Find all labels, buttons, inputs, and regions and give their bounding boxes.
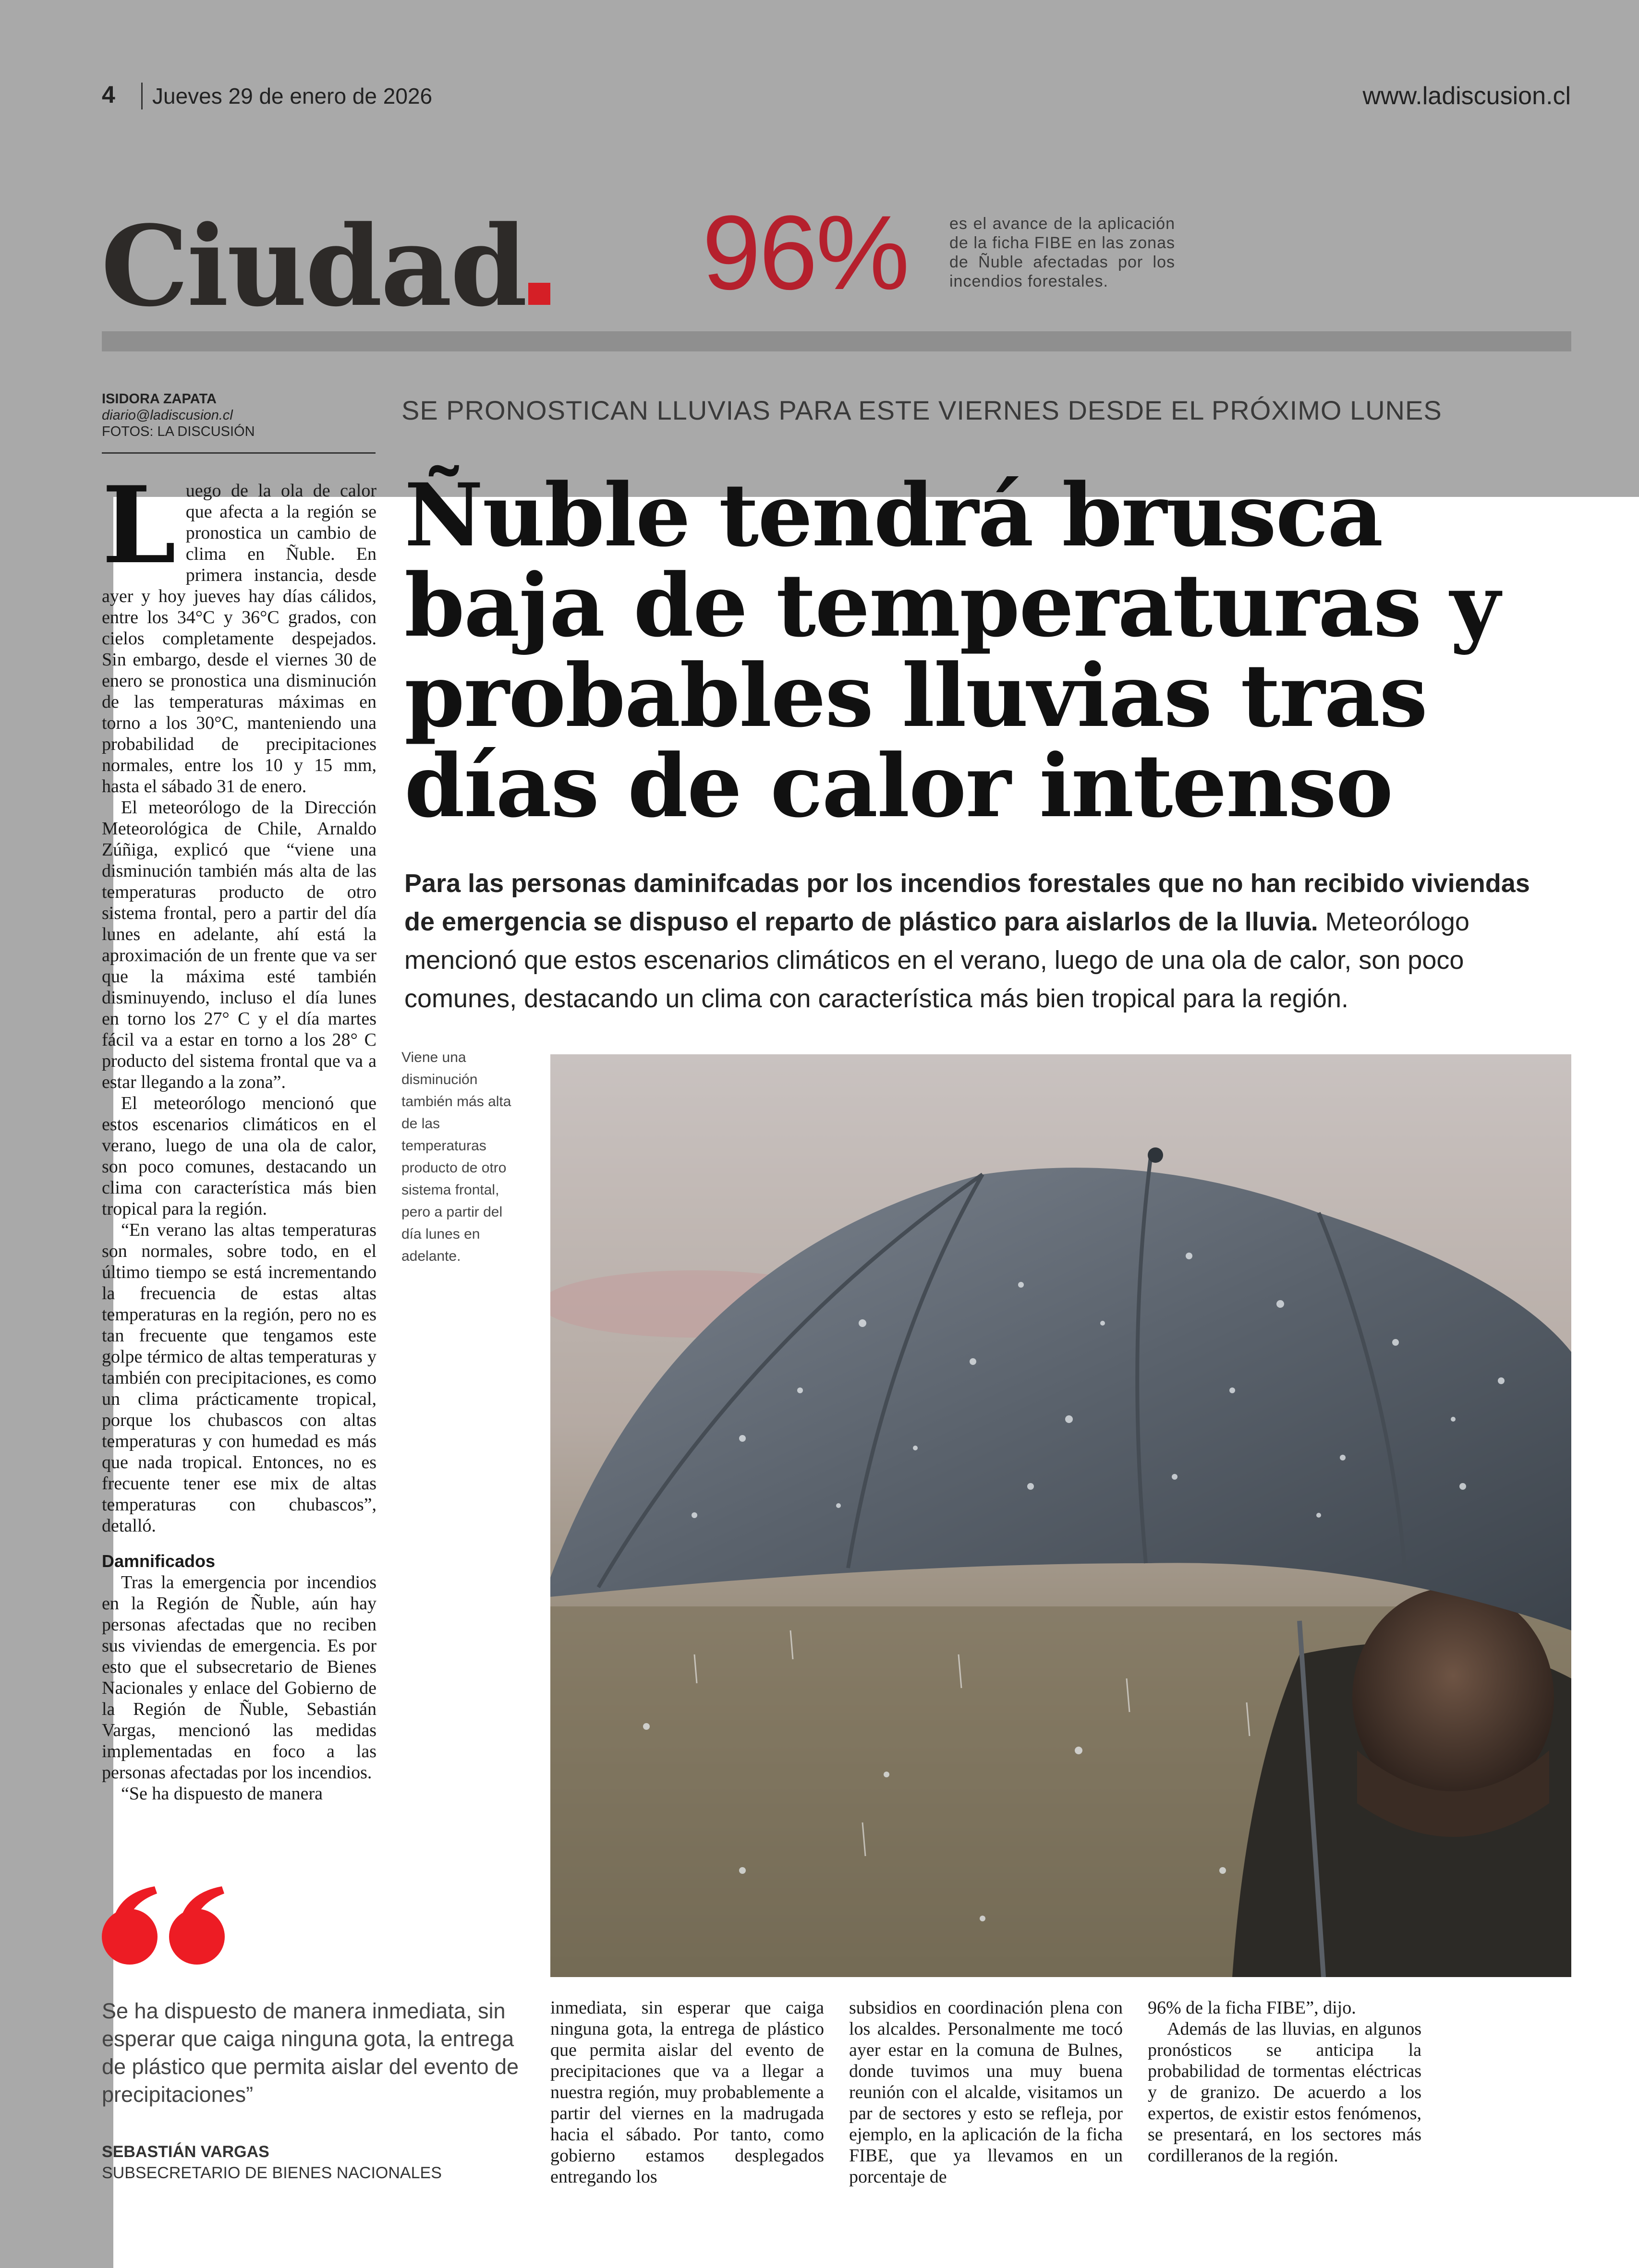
body-column-2 bbox=[550, 1997, 824, 2187]
publication-date: Jueves 29 de enero de 2026 bbox=[141, 83, 432, 109]
byline-email[interactable]: diario@ladiscusion.cl bbox=[102, 408, 233, 423]
body-paragraph: uego de la ola de calor que afecta a la región se pronostica un cambio de clima en Ñuble. En primera instancia, desde ayer y hoy jueves hay días cálidos, entre los 34°C y 36°C grados, con cielos completamente despejados. Sin embargo, desde el viernes 30 de enero se pronostica una disminución de las temperaturas máximas en torno a los 30°C, manteniendo una probabilidad de precipitaciones normales, entre los 10 y 15 mm, hasta el sábado 31 de enero. bbox=[102, 481, 376, 796]
stat-note: es el avance de la aplicación de la ficha FIBE en las zonas de Ñuble afectadas por los incendios forestales. bbox=[949, 215, 1175, 290]
byline bbox=[102, 391, 376, 440]
body-paragraph: inmediata, sin esperar que caiga ninguna gota, la entrega de plástico que permita aislar del evento de precipitaciones que va a llegar a nuestra región, muy probablemente a partir del viernes en la madrugada hacia el sábado. Por tanto, como gobierno estamos desplegados entregando los bbox=[550, 1998, 824, 2187]
subhead-damnificados: Damnificados bbox=[102, 1551, 216, 1571]
article-kicker: SE PRONOSTICAN LLUVIAS PARA ESTE VIERNES DESDE EL PRÓXIMO LUNES bbox=[401, 395, 1442, 425]
section-title bbox=[101, 202, 550, 331]
quote-marks-icon bbox=[102, 1884, 231, 1968]
body-paragraph: Tras la emergencia por incendios en la Región de Ñuble, aún hay personas afectadas que no reciben sus viviendas de emergencia. Es por esto que el subsecretario de Bienes Nacionales y enlace del Gobierno de la Región de Ñuble, Sebastián Vargas, mencionó las medidas implementadas en foco a las personas afectadas por los incendios. bbox=[102, 1572, 376, 1783]
body-paragraph: Además de las lluvias, en algunos pronósticos se anticipa la probabilidad de tormentas eléctricas y de granizo. De acuerdo a los expertos, de existir estos fenómenos, se presentará, en los sectores más cordilleranos de la región. bbox=[1148, 2019, 1421, 2166]
drop-cap: L bbox=[102, 463, 176, 587]
body-paragraph: 96% de la ficha FIBE”, dijo. bbox=[1148, 1998, 1356, 2018]
article-photo bbox=[550, 1054, 1571, 1977]
page-number: 4 bbox=[102, 81, 115, 108]
byline-author: ISIDORA ZAPATA bbox=[102, 391, 217, 407]
left-gray-margin bbox=[0, 497, 113, 2268]
quote-attribution bbox=[102, 2141, 534, 2184]
double-quote-icon bbox=[102, 1884, 231, 1966]
quote-author-role: SUBSECRETARIO DE BIENES NACIONALES bbox=[102, 2164, 442, 2182]
section-name: Ciudad bbox=[101, 202, 526, 331]
body-paragraph: “En verano las altas temperaturas son normales, sobre todo, en el último tiempo se está incrementando la frecuencia de estas altas temperaturas en la región, pero no es tan frecuente que tengamos este golpe térmico de altas temperaturas y también con precipitaciones, es como un clima prácticamente tropical, porque los chubascos con altas temperaturas y con humedad es más que nada tropical. Entonces, no es frecuente tener ese mix de altas temperaturas con chubascos”, detalló. bbox=[102, 1220, 376, 1536]
section-dot-icon bbox=[528, 283, 550, 305]
lead-bold: Para las personas daminifcadas por los incendios forestales que no han recibido viviendas de emergencia se dispuso el reparto de plástico para aislarlos de la lluvia. bbox=[404, 869, 1530, 936]
body-paragraph: El meteorólogo de la Dirección Meteorológica de Chile, Arnaldo Zúñiga, explicó que “viene una disminución también más alta de las temperaturas producto de otro sistema frontal, pero a partir del día lunes en adelante, ahí está la aproximación de un frente que va ser que la máxima esté también disminuyendo, incluso el día lunes en torno los 27° C y el día martes fácil va a estar en torno a los 28° C producto del sistema frontal que va a estar llegando a la zona”. bbox=[102, 797, 376, 1092]
body-column-1 bbox=[102, 463, 376, 1804]
website-link[interactable]: www.ladiscusion.cl bbox=[1362, 82, 1571, 110]
body-column-4 bbox=[1148, 1997, 1421, 2166]
byline-rule bbox=[102, 452, 376, 454]
stat-number: 96% bbox=[702, 193, 908, 312]
body-paragraph: “Se ha dispuesto de manera bbox=[121, 1784, 323, 1804]
article-lead bbox=[404, 864, 1557, 1018]
body-paragraph: subsidios en coordinación plena con los alcaldes. Personalmente me tocó ayer estar en la comuna de Bulnes, donde tuvimos una muy buena reunión con el alcalde, visitamos un par de sectores y esto se refleja, por ejemplo, en la aplicación de la ficha FIBE, que ya llevamos en un porcentaje de bbox=[849, 1998, 1123, 2187]
quote-author-name: SEBASTIÁN VARGAS bbox=[102, 2143, 269, 2161]
body-paragraph: El meteorólogo mencionó que estos escenarios climáticos en el verano, luego de una ola de calor, son poco comunes, destacando un clima con característica más bien tropical para la región. bbox=[102, 1093, 376, 1219]
byline-photos: FOTOS: LA DISCUSIÓN bbox=[102, 424, 255, 439]
article-headline: Ñuble tendrá brusca baja de temperaturas y probables lluvias tras días de calor intenso bbox=[404, 465, 1500, 837]
pull-quote: Se ha dispuesto de manera inmediata, sin esperar que caiga ninguna gota, la entrega de plástico que permita aislar del evento de precipitaciones” bbox=[102, 1999, 519, 2107]
umbrella-rain-image bbox=[550, 1054, 1571, 1977]
lead-rest: Meteorólogo mencionó que estos escenarios climáticos en el verano, luego de una ola de calor, son poco comunes, destacando un clima con característica más bien tropical para la región. bbox=[404, 907, 1469, 1013]
photo-caption: Viene una disminución también más alta de las temperaturas producto de otro sistema frontal, pero a partir del día lunes en adelante. bbox=[401, 1050, 511, 1264]
body-column-3 bbox=[849, 1997, 1123, 2187]
section-divider bbox=[102, 331, 1571, 351]
